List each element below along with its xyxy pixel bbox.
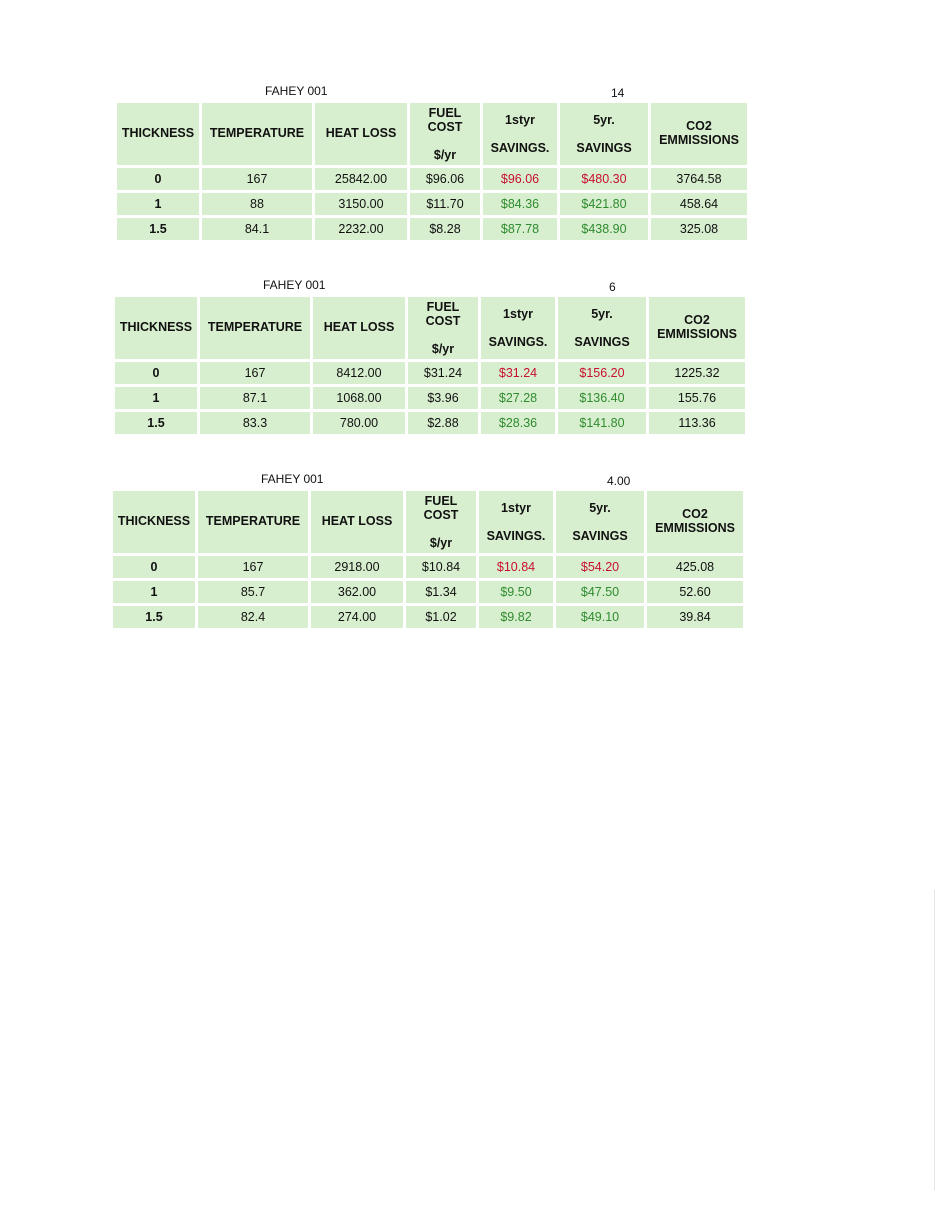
cell-five-yr-savings: $480.30	[560, 168, 648, 190]
col-header-first-yr-line2: SAVINGS.	[486, 529, 546, 544]
cell-five-yr-savings: $47.50	[556, 581, 644, 603]
cell-co2: 325.08	[651, 218, 747, 240]
cell-co2: 39.84	[647, 606, 743, 628]
data-table-block	[113, 472, 753, 631]
table-number: 4.00	[607, 474, 631, 488]
col-header-co2: CO2 EMMISSIONS	[651, 103, 747, 165]
col-header-heat-loss: HEAT LOSS	[313, 297, 405, 359]
data-table-block	[115, 278, 755, 437]
cell-heat-loss: 362.00	[311, 581, 403, 603]
cell-temperature: 87.1	[200, 387, 310, 409]
col-header-temperature: TEMPERATURE	[202, 103, 312, 165]
cell-co2: 1225.32	[649, 362, 745, 384]
table-title: FAHEY 001	[265, 84, 328, 98]
col-header-fuel-cost-line1: FUEL COST	[427, 106, 463, 134]
cell-temperature: 85.7	[198, 581, 308, 603]
cell-thickness: 1	[115, 387, 197, 409]
cell-first-yr-savings: $84.36	[483, 193, 557, 215]
cell-temperature: 167	[200, 362, 310, 384]
cell-thickness: 0	[115, 362, 197, 384]
table-row	[115, 412, 745, 434]
cell-five-yr-savings: $141.80	[558, 412, 646, 434]
table-row	[117, 168, 747, 190]
cell-five-yr-savings: $156.20	[558, 362, 646, 384]
cell-fuel-cost: $2.88	[408, 412, 478, 434]
col-header-temperature: TEMPERATURE	[200, 297, 310, 359]
cell-temperature: 167	[198, 556, 308, 578]
table-row	[117, 218, 747, 240]
col-header-fuel-cost	[408, 297, 478, 359]
table-caption	[117, 84, 757, 100]
heat-loss-table	[110, 488, 746, 631]
header-row	[113, 491, 743, 553]
cell-five-yr-savings: $54.20	[556, 556, 644, 578]
col-header-temperature: TEMPERATURE	[198, 491, 308, 553]
header-row	[117, 103, 747, 165]
cell-five-yr-savings: $49.10	[556, 606, 644, 628]
cell-thickness: 1.5	[113, 606, 195, 628]
cell-co2: 155.76	[649, 387, 745, 409]
table-number: 6	[609, 280, 616, 294]
col-header-five-yr	[556, 491, 644, 553]
cell-first-yr-savings: $96.06	[483, 168, 557, 190]
cell-fuel-cost: $10.84	[406, 556, 476, 578]
table-title: FAHEY 001	[263, 278, 326, 292]
cell-heat-loss: 2232.00	[315, 218, 407, 240]
cell-five-yr-savings: $136.40	[558, 387, 646, 409]
col-header-first-yr	[479, 491, 553, 553]
col-header-fuel-cost	[410, 103, 480, 165]
col-header-five-yr-line2: SAVINGS	[572, 529, 628, 544]
col-header-fuel-cost-line1: FUEL COST	[425, 300, 461, 328]
col-header-five-yr	[560, 103, 648, 165]
cell-five-yr-savings: $421.80	[560, 193, 648, 215]
cell-temperature: 88	[202, 193, 312, 215]
table-row	[113, 556, 743, 578]
col-header-first-yr-line1: 1styr	[505, 113, 535, 128]
table-row	[117, 193, 747, 215]
cell-heat-loss: 3150.00	[315, 193, 407, 215]
cell-heat-loss: 8412.00	[313, 362, 405, 384]
col-header-fuel-cost-unit: $/yr	[429, 536, 453, 551]
cell-thickness: 1	[113, 581, 195, 603]
col-header-five-yr-line1: 5yr.	[589, 501, 611, 516]
col-header-co2: CO2 EMMISSIONS	[647, 491, 743, 553]
cell-first-yr-savings: $87.78	[483, 218, 557, 240]
cell-thickness: 0	[113, 556, 195, 578]
col-header-first-yr	[481, 297, 555, 359]
cell-fuel-cost: $1.34	[406, 581, 476, 603]
cell-fuel-cost: $8.28	[410, 218, 480, 240]
col-header-five-yr-line2: SAVINGS	[574, 335, 630, 350]
cell-temperature: 84.1	[202, 218, 312, 240]
col-header-first-yr-line2: SAVINGS.	[490, 141, 550, 156]
cell-fuel-cost: $3.96	[408, 387, 478, 409]
col-header-fuel-cost	[406, 491, 476, 553]
col-header-fuel-cost-unit: $/yr	[431, 342, 455, 357]
cell-heat-loss: 2918.00	[311, 556, 403, 578]
col-header-first-yr-line1: 1styr	[503, 307, 533, 322]
cell-heat-loss: 1068.00	[313, 387, 405, 409]
col-header-five-yr	[558, 297, 646, 359]
col-header-five-yr-line1: 5yr.	[591, 307, 613, 322]
col-header-thickness: THICKNESS	[113, 491, 195, 553]
cell-heat-loss: 274.00	[311, 606, 403, 628]
cell-thickness: 0	[117, 168, 199, 190]
cell-thickness: 1.5	[117, 218, 199, 240]
cell-first-yr-savings: $9.50	[479, 581, 553, 603]
table-caption	[113, 472, 753, 488]
cell-co2: 458.64	[651, 193, 747, 215]
heat-loss-table	[112, 294, 748, 437]
cell-first-yr-savings: $27.28	[481, 387, 555, 409]
data-table-block	[117, 84, 757, 243]
cell-co2: 113.36	[649, 412, 745, 434]
cell-co2: 52.60	[647, 581, 743, 603]
col-header-heat-loss: HEAT LOSS	[315, 103, 407, 165]
heat-loss-table	[114, 100, 750, 243]
col-header-thickness: THICKNESS	[115, 297, 197, 359]
cell-temperature: 83.3	[200, 412, 310, 434]
table-caption	[115, 278, 755, 294]
cell-fuel-cost: $11.70	[410, 193, 480, 215]
table-number: 14	[611, 86, 625, 100]
col-header-five-yr-line2: SAVINGS	[576, 141, 632, 156]
cell-temperature: 82.4	[198, 606, 308, 628]
col-header-first-yr-line2: SAVINGS.	[488, 335, 548, 350]
col-header-co2: CO2 EMMISSIONS	[649, 297, 745, 359]
table-row	[115, 387, 745, 409]
cell-temperature: 167	[202, 168, 312, 190]
table-title: FAHEY 001	[261, 472, 324, 486]
col-header-heat-loss: HEAT LOSS	[311, 491, 403, 553]
cell-first-yr-savings: $9.82	[479, 606, 553, 628]
col-header-fuel-cost-line1: FUEL COST	[423, 494, 459, 522]
cell-co2: 425.08	[647, 556, 743, 578]
col-header-five-yr-line1: 5yr.	[593, 113, 615, 128]
col-header-fuel-cost-unit: $/yr	[433, 148, 457, 163]
col-header-first-yr	[483, 103, 557, 165]
cell-heat-loss: 25842.00	[315, 168, 407, 190]
cell-thickness: 1	[117, 193, 199, 215]
cell-heat-loss: 780.00	[313, 412, 405, 434]
table-row	[113, 581, 743, 603]
cell-first-yr-savings: $10.84	[479, 556, 553, 578]
header-row	[115, 297, 745, 359]
table-row	[115, 362, 745, 384]
cell-five-yr-savings: $438.90	[560, 218, 648, 240]
cell-fuel-cost: $96.06	[410, 168, 480, 190]
cell-fuel-cost: $31.24	[408, 362, 478, 384]
cell-fuel-cost: $1.02	[406, 606, 476, 628]
cell-first-yr-savings: $28.36	[481, 412, 555, 434]
cell-first-yr-savings: $31.24	[481, 362, 555, 384]
col-header-thickness: THICKNESS	[117, 103, 199, 165]
cell-thickness: 1.5	[115, 412, 197, 434]
cell-co2: 3764.58	[651, 168, 747, 190]
col-header-first-yr-line1: 1styr	[501, 501, 531, 516]
table-row	[113, 606, 743, 628]
